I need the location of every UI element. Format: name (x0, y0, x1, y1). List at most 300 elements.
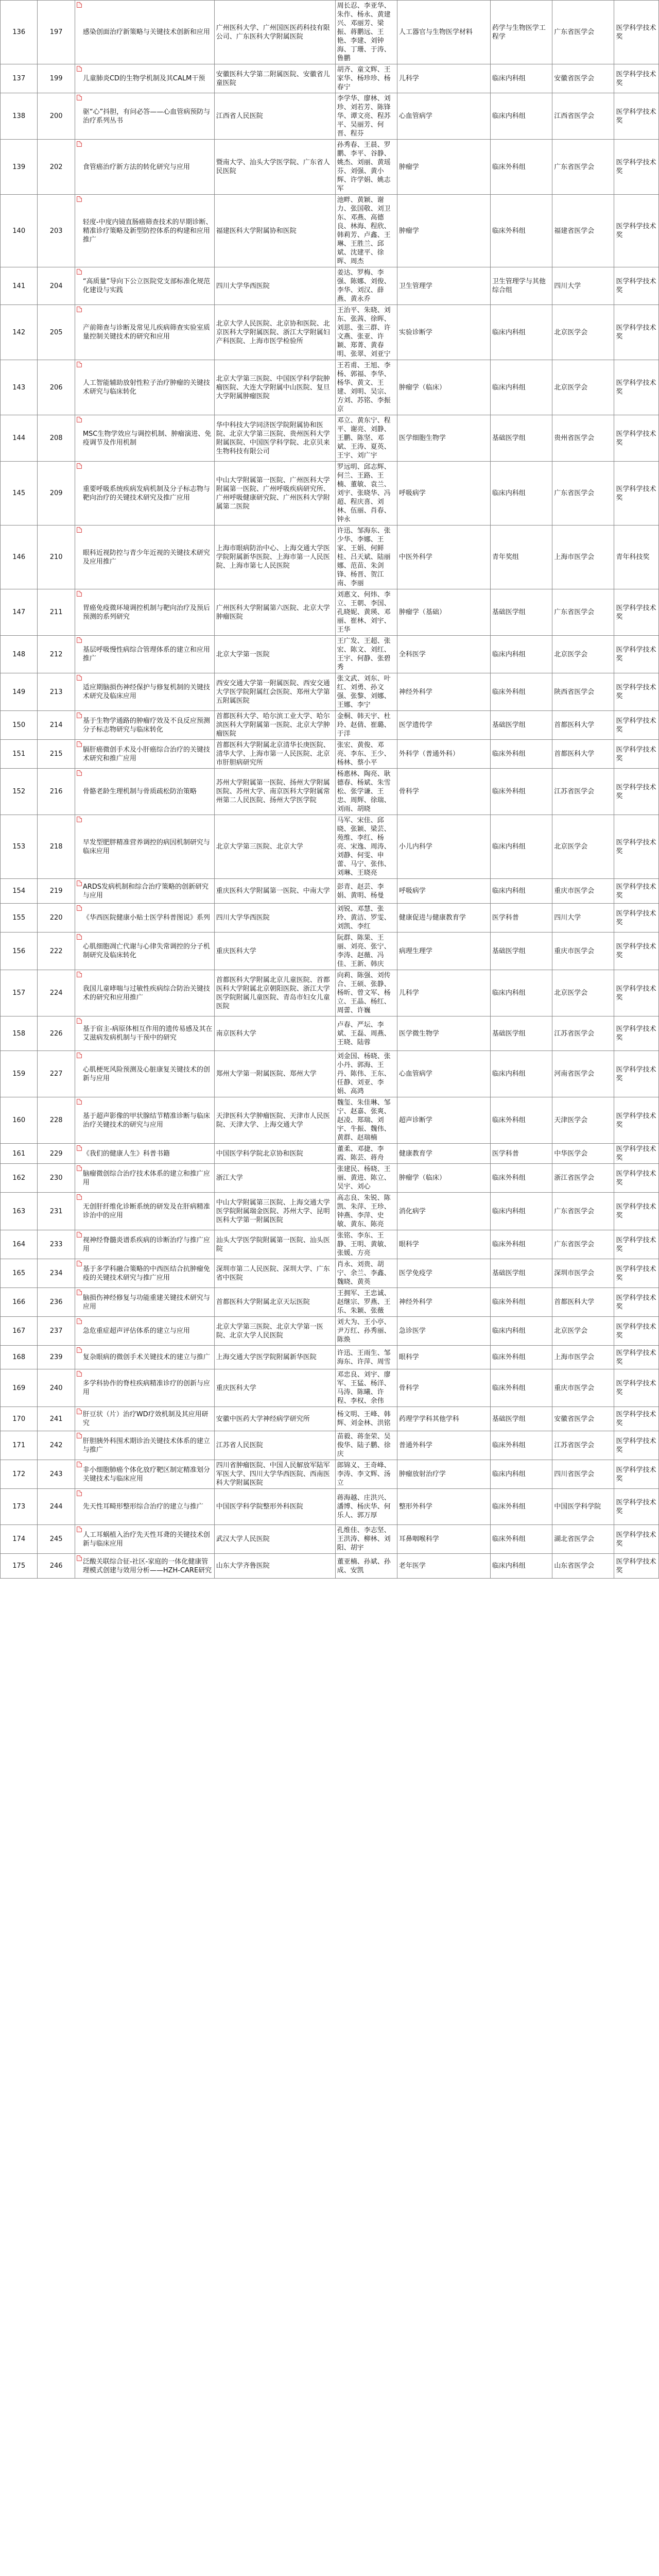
table-row (1, 415, 659, 462)
table-row (1, 1193, 659, 1230)
cell-field-text: 心血管病学 (398, 1070, 432, 1078)
cell-award-text: 医学科学技术奖 (616, 838, 656, 855)
attachment-icon[interactable] (77, 2, 82, 8)
cell-people (335, 140, 397, 195)
cell-units (214, 769, 335, 815)
project-title: 肝胆胰外科围术期诊治关键技术体系的建立与推广 (82, 1437, 210, 1454)
cell-units-text: 武汉大学人民医院 (216, 1535, 270, 1543)
cell-units (214, 1346, 335, 1369)
cell-field (397, 1288, 490, 1317)
attachment-icon[interactable] (77, 934, 82, 940)
attachment-icon[interactable] (77, 817, 82, 822)
cell-nom (490, 1525, 552, 1554)
cell-reco (552, 769, 614, 815)
cell-award (614, 673, 659, 711)
cell-people (335, 769, 397, 815)
cell-title (75, 1460, 214, 1489)
table-row (1, 1016, 659, 1051)
cell-units-text: 中山大学附属第三医院、上海交通大学医学院附属瑞金医院、苏州大学、昆明医科大学第一附属医院 (216, 1198, 330, 1224)
cell-units-text: 四川大学华西医院 (216, 282, 270, 290)
attachment-icon[interactable] (77, 1347, 82, 1353)
cell-idx-text: 151 (12, 750, 26, 758)
cell-units (214, 1288, 335, 1317)
attachment-icon[interactable] (77, 1433, 82, 1438)
cell-people (335, 589, 397, 636)
cell-award-text: 医学科学技术奖 (616, 1498, 656, 1515)
cell-title (75, 970, 214, 1016)
table-row (1, 1097, 659, 1144)
cell-award (614, 1554, 659, 1579)
cell-nom (490, 1288, 552, 1317)
cell-idx-text: 144 (12, 434, 26, 442)
cell-units (214, 589, 335, 636)
cell-title (75, 1317, 214, 1346)
cell-field (397, 1230, 490, 1259)
table-row (1, 769, 659, 815)
cell-nom-text: 基础医学组 (492, 1029, 526, 1038)
cell-no (38, 267, 75, 305)
cell-people-text: 孔维佳、李志坚、王洪涛、柳林、刘阳、胡宇 (337, 1527, 391, 1552)
cell-people-text: 王广发、王超、张宏、陈文、刘红、王宇、何静、张碧秀 (337, 637, 391, 671)
cell-nom (490, 1, 552, 64)
cell-no (38, 1460, 75, 1489)
attachment-icon[interactable] (77, 1018, 82, 1024)
cell-no-text: 208 (49, 434, 63, 442)
cell-no-text: 212 (49, 650, 63, 658)
table-row (1, 1, 659, 64)
cell-title (75, 1, 214, 64)
cell-title (75, 526, 214, 589)
project-title: 食管癌治疗新方法的转化研究与应用 (82, 163, 190, 171)
project-title: 无创肝纤维化诊断系统的研发及在肝病精准诊治中的应用 (82, 1203, 210, 1219)
table-row (1, 1431, 659, 1460)
attachment-icon[interactable] (77, 417, 82, 422)
cell-field (397, 360, 490, 415)
cell-units-text: 山东大学齐鲁医院 (216, 1562, 270, 1570)
project-title: 心肌梗死风险预测及心脏康复关键技术的创新与应用 (82, 1065, 210, 1082)
cell-nom-text: 医学科普 (492, 914, 519, 922)
cell-reco-text: 广东省医学会 (554, 1207, 595, 1215)
attachment-icon[interactable] (77, 1409, 82, 1414)
cell-reco-text: 江苏省医学会 (554, 788, 595, 795)
attachment-icon[interactable] (77, 713, 82, 718)
cell-award-text: 医学科学技术奖 (616, 985, 656, 1002)
cell-idx (1, 1346, 38, 1369)
cell-units (214, 140, 335, 195)
cell-nom (490, 815, 552, 879)
cell-people (335, 1346, 397, 1369)
cell-reco-text: 上海市医学会 (554, 1353, 595, 1361)
cell-no-text: 204 (49, 282, 63, 290)
cell-field (397, 526, 490, 589)
cell-field (397, 769, 490, 815)
cell-idx (1, 462, 38, 526)
cell-title (75, 933, 214, 970)
cell-field (397, 711, 490, 740)
cell-field (397, 305, 490, 360)
cell-reco-text: 四川省医学会 (554, 1470, 595, 1478)
cell-reco (552, 1259, 614, 1288)
table-row (1, 1317, 659, 1346)
cell-people-text: 许迅、王雨生、邹海东、许萍、周雪 (337, 1349, 391, 1366)
cell-nom (490, 526, 552, 589)
cell-field (397, 740, 490, 769)
cell-nom (490, 673, 552, 711)
project-title: 适应期脑损伤神经保护与修复机制的关键技术研究及临床应用 (82, 684, 210, 700)
cell-reco (552, 1193, 614, 1230)
project-title: 儿童肺炎CD的生物学机制及其CALM干预 (82, 75, 205, 82)
cell-units-text: 郑州大学第一附属医院、郑州大学 (216, 1070, 317, 1078)
cell-people (335, 1317, 397, 1346)
cell-no-text: 214 (49, 721, 63, 729)
cell-people-text: 张宏、黄俊、邓亮、李东、王少、杨林、蔡小平 (337, 741, 391, 767)
cell-no-text: 199 (49, 75, 63, 82)
cell-award (614, 769, 659, 815)
cell-field-text: 神经外科学 (398, 1298, 432, 1306)
cell-no-text: 200 (49, 112, 63, 120)
cell-field-text: 整形外科学 (398, 1503, 432, 1511)
cell-reco (552, 1288, 614, 1317)
attachment-icon[interactable] (77, 972, 82, 977)
cell-people-text: 胡齐、童文辉、王家华、杨珍珍、杨春宁 (337, 66, 391, 91)
cell-units-text: 江苏省人民医院 (216, 1442, 263, 1449)
cell-title (75, 64, 214, 93)
cell-award-text: 医学科学技术奖 (616, 646, 656, 663)
cell-field-text: 实验诊断学 (398, 328, 432, 336)
cell-no-text: 228 (49, 1116, 63, 1124)
table-row (1, 140, 659, 195)
cell-no-text: 240 (49, 1384, 63, 1392)
cell-no-text: 216 (49, 788, 63, 795)
cell-no (38, 1, 75, 64)
attachment-icon[interactable] (77, 527, 82, 533)
cell-units (214, 904, 335, 933)
project-title: 非小细胞肺癌个体化放疗靶区制定精准划分关键技术与临床应用 (82, 1466, 210, 1483)
cell-reco (552, 360, 614, 415)
table-row (1, 1288, 659, 1317)
cell-people (335, 93, 397, 140)
cell-idx-text: 139 (12, 163, 26, 171)
cell-award-text: 医学科学技术奖 (616, 1411, 656, 1427)
cell-units (214, 673, 335, 711)
attachment-icon[interactable] (77, 1371, 82, 1377)
cell-nom-text: 临床内科组 (492, 989, 526, 997)
cell-reco-text: 深圳市医学会 (554, 1269, 595, 1277)
cell-nom (490, 1431, 552, 1460)
cell-idx (1, 526, 38, 589)
cell-field-text: 眼科学 (398, 1241, 419, 1248)
cell-reco-text: 首都医科大学 (554, 721, 595, 729)
project-title: 我国儿童哮喘与过敏性疾病综合防治关键技术的研究和应用推广 (82, 985, 210, 1002)
cell-idx-text: 162 (12, 1174, 26, 1182)
cell-people-text: 卢春、严坛、李斌、王磊、周燕、王晓、陆蓉 (337, 1021, 391, 1046)
cell-title (75, 305, 214, 360)
cell-field (397, 879, 490, 904)
cell-people (335, 360, 397, 415)
cell-units (214, 1097, 335, 1144)
attachment-icon[interactable] (77, 770, 82, 776)
cell-units (214, 195, 335, 267)
cell-field (397, 636, 490, 673)
cell-award-text: 医学科学技术奖 (616, 379, 656, 396)
project-title: 心肌细胞凋亡代谢与心律失常调控的分子机制研究及临床转化 (82, 943, 210, 959)
cell-no-text: 237 (49, 1327, 63, 1335)
attachment-icon[interactable] (77, 1053, 82, 1058)
cell-no (38, 1097, 75, 1144)
project-title: 基于生物学通路的肿瘤疗效及不良反应预测分子标志物研究与临床转化 (82, 717, 210, 734)
attachment-icon[interactable] (77, 463, 82, 469)
cell-idx (1, 1431, 38, 1460)
cell-reco-text: 广东省医学会 (554, 28, 595, 36)
cell-award (614, 879, 659, 904)
attachment-icon[interactable] (77, 1165, 82, 1171)
cell-units-text: 北京大学第三医院、中国医学科学院肿瘤医院、大连大学附属中山医院、复旦大学附属肿瘤医院 (216, 375, 330, 400)
cell-nom-text: 临床外科组 (492, 788, 526, 795)
cell-award-text: 医学科学技术奖 (616, 604, 656, 621)
cell-idx-text: 143 (12, 383, 26, 392)
cell-no (38, 1489, 75, 1525)
cell-reco (552, 1097, 614, 1144)
cell-idx-text: 158 (12, 1029, 26, 1038)
attachment-icon[interactable] (77, 741, 82, 747)
cell-units-text: 重庆医科大学 (216, 1384, 256, 1392)
cell-people-text: 郎锦义、王奇峰、李涛、李文辉、汤立 (337, 1462, 391, 1487)
cell-nom (490, 740, 552, 769)
attachment-icon[interactable] (77, 675, 82, 681)
cell-idx-text: 168 (12, 1353, 26, 1361)
cell-reco-text: 江西省医学会 (554, 112, 595, 120)
table-row (1, 1230, 659, 1259)
attachment-icon[interactable] (77, 1290, 82, 1295)
project-title: 胃癌免疫微环境调控机制与靶向治疗及预后预测的系列研究 (82, 604, 210, 621)
cell-field-text: 儿科学 (398, 989, 419, 997)
cell-award-text: 医学科学技术奖 (616, 1531, 656, 1548)
cell-people-text: 周长忍、李亚华、朱作、杨永、黄建兴、邓丽芳、梁振、蒋鹏远、王艳、李建、刘钟海、丁珊、于涛、鲁鹏 (337, 2, 391, 62)
cell-reco-text: 四川大学 (554, 282, 581, 290)
cell-field-text: 骨科学 (398, 1384, 419, 1392)
cell-nom (490, 589, 552, 636)
attachment-icon[interactable] (77, 362, 82, 367)
cell-reco (552, 1431, 614, 1460)
cell-people-text: 邓忠良、刘宇、廖军、王猛、杨洋、马涛、陈曦、许程、李权、余伟 (337, 1371, 391, 1405)
cell-reco-text: 北京医学会 (554, 650, 588, 658)
cell-title (75, 360, 214, 415)
cell-award-text: 医学科学技术奖 (616, 1466, 656, 1483)
cell-units (214, 1489, 335, 1525)
cell-people (335, 1489, 397, 1525)
attachment-icon[interactable] (77, 307, 82, 312)
cell-field-text: 医学微生物学 (398, 1029, 439, 1038)
cell-no-text: 241 (49, 1415, 63, 1423)
cell-no-text: 222 (49, 947, 63, 955)
attachment-icon[interactable] (77, 66, 82, 72)
attachment-icon[interactable] (77, 591, 82, 597)
cell-people (335, 1259, 397, 1288)
cell-reco (552, 1554, 614, 1579)
attachment-icon[interactable] (77, 1261, 82, 1266)
cell-award-text: 医学科学技术奖 (616, 1170, 656, 1187)
cell-reco (552, 267, 614, 305)
attachment-icon[interactable] (77, 141, 82, 147)
cell-nom (490, 1051, 552, 1097)
cell-award (614, 1051, 659, 1097)
cell-people-text: 王拥军、王忠诚、赵继宗、罗燕、王乐、朱颖、张薇 (337, 1290, 391, 1315)
cell-title (75, 1407, 214, 1431)
cell-no (38, 140, 75, 195)
cell-field-text: 小儿内科学 (398, 843, 432, 851)
cell-field (397, 1489, 490, 1525)
cell-people-text: 张文武、刘东、叶红、刘勇、孙文强、张黎、刘娜、王娜、李宁 (337, 675, 391, 709)
cell-reco-text: 上海市医学会 (554, 553, 595, 561)
cell-reco-text: 北京医学会 (554, 989, 588, 997)
cell-field (397, 195, 490, 267)
attachment-icon[interactable] (77, 1527, 82, 1532)
table-row (1, 462, 659, 526)
attachment-icon[interactable] (77, 880, 82, 886)
cell-people (335, 815, 397, 879)
cell-no-text: 242 (49, 1442, 63, 1449)
cell-field (397, 970, 490, 1016)
attachment-icon[interactable] (77, 905, 82, 911)
cell-nom-text: 基础医学组 (492, 434, 526, 442)
cell-people-text: 张建民、杨晓、王丽、黄进、陈立、吴宇、刘心 (337, 1165, 391, 1191)
project-title: 视神经脊髓炎谱系疾病的诊断治疗与推广应用 (82, 1236, 210, 1253)
cell-award (614, 1407, 659, 1431)
cell-idx-text: 153 (12, 843, 26, 851)
cell-idx (1, 1369, 38, 1407)
cell-award-text: 医学科学技术奖 (616, 1065, 656, 1082)
cell-nom-text: 医学科普 (492, 1149, 519, 1158)
cell-no (38, 1554, 75, 1579)
cell-title (75, 1259, 214, 1288)
cell-reco-text: 重庆市医学会 (554, 947, 595, 955)
cell-award (614, 589, 659, 636)
cell-units (214, 815, 335, 879)
cell-units-text: 天津医科大学肿瘤医院、天津市人民医院、天津大学、上海交通大学 (216, 1112, 330, 1129)
cell-title (75, 1051, 214, 1097)
project-title: 早发型肥胖精准营养调控的病因机制研究与临床应用 (82, 838, 210, 855)
cell-no (38, 636, 75, 673)
cell-nom (490, 140, 552, 195)
cell-no-text: 215 (49, 750, 63, 758)
attachment-icon[interactable] (77, 1462, 82, 1467)
cell-field-text: 急诊医学 (398, 1327, 426, 1335)
attachment-icon[interactable] (77, 1194, 82, 1200)
attachment-icon[interactable] (77, 637, 82, 643)
cell-units (214, 93, 335, 140)
cell-people (335, 267, 397, 305)
cell-idx (1, 1525, 38, 1554)
cell-units (214, 415, 335, 462)
cell-units-text: 江西省人民医院 (216, 112, 263, 120)
cell-field-text: 普通外科学 (398, 1442, 432, 1449)
cell-no (38, 1193, 75, 1230)
cell-people (335, 195, 397, 267)
cell-field-text: 全科医学 (398, 650, 426, 658)
cell-people-text: 魏玺、朱佳琳、邹宁、赵嘉、张爽、赵凌、郑瑞、刘宇、牛振、魏伟、黄群、赵瑞楠 (337, 1099, 391, 1142)
cell-award (614, 462, 659, 526)
cell-reco (552, 711, 614, 740)
cell-idx (1, 1193, 38, 1230)
attachment-icon[interactable] (77, 1318, 82, 1324)
cell-people (335, 1164, 397, 1193)
cell-units (214, 1193, 335, 1230)
cell-reco (552, 526, 614, 589)
table-row (1, 636, 659, 673)
cell-nom (490, 970, 552, 1016)
cell-idx-text: 166 (12, 1298, 26, 1306)
cell-no (38, 740, 75, 769)
attachment-icon[interactable] (77, 1555, 82, 1561)
cell-title (75, 879, 214, 904)
cell-units-text: 浙江大学 (216, 1174, 243, 1182)
cell-award-text: 医学科学技术奖 (616, 1437, 656, 1454)
cell-people (335, 1193, 397, 1230)
cell-award (614, 267, 659, 305)
cell-units-text: 重庆医科大学 (216, 947, 256, 955)
cell-people (335, 526, 397, 589)
cell-field-text: 外科学（普通外科） (398, 750, 459, 758)
cell-nom (490, 267, 552, 305)
cell-idx (1, 1164, 38, 1193)
cell-reco-text: 山东省医学会 (554, 1562, 595, 1570)
attachment-icon[interactable] (77, 1490, 82, 1496)
attachment-icon[interactable] (77, 1145, 82, 1151)
cell-award-text: 医学科学技术奖 (616, 684, 656, 700)
cell-field-text: 呼吸病学 (398, 489, 426, 497)
cell-units (214, 1407, 335, 1431)
cell-reco-text: 江苏省医学会 (554, 1029, 595, 1038)
cell-award (614, 1016, 659, 1051)
cell-field (397, 1525, 490, 1554)
cell-field-text: 医学免疫学 (398, 1269, 432, 1277)
cell-people (335, 636, 397, 673)
cell-field-text: 医学细胞生物学 (398, 434, 446, 442)
table-row (1, 1460, 659, 1489)
cell-award-text: 医学科学技术奖 (616, 324, 656, 341)
cell-idx-text: 173 (12, 1503, 26, 1511)
cell-award (614, 1288, 659, 1317)
cell-title (75, 1431, 214, 1460)
cell-field (397, 1259, 490, 1288)
attachment-icon[interactable] (77, 1099, 82, 1105)
cell-nom (490, 1097, 552, 1144)
cell-field-text: 肿瘤学 (398, 227, 419, 235)
cell-reco (552, 815, 614, 879)
attachment-icon[interactable] (77, 196, 82, 202)
cell-people (335, 1369, 397, 1407)
cell-reco (552, 1, 614, 64)
cell-nom-text: 临床外科组 (492, 688, 526, 696)
cell-reco (552, 64, 614, 93)
cell-nom (490, 711, 552, 740)
cell-idx-text: 148 (12, 650, 26, 658)
cell-no (38, 673, 75, 711)
cell-award-text: 医学科学技术奖 (616, 943, 656, 959)
cell-field-text: 药理学学科其他学科 (398, 1415, 459, 1423)
project-title: 基于超声影像的甲状腺结节精准诊断与临床治疗关键技术的研究与应用 (82, 1112, 210, 1129)
attachment-icon[interactable] (77, 269, 82, 275)
cell-award-text: 医学科学技术奖 (616, 1380, 656, 1396)
attachment-icon[interactable] (77, 95, 82, 100)
attachment-icon[interactable] (77, 1232, 82, 1238)
cell-units-text: 重庆医科大学附属第一医院、中南大学 (216, 887, 330, 895)
cell-no-text: 234 (49, 1269, 63, 1277)
cell-people-text: 李学华、廖林、刘珍、刘若芳、陈锋华、谭文亮、程苏平、吴丽芳、何晋、程芬 (337, 95, 391, 138)
cell-field (397, 933, 490, 970)
cell-reco-text: 广东省医学会 (554, 163, 595, 171)
table-row (1, 64, 659, 93)
